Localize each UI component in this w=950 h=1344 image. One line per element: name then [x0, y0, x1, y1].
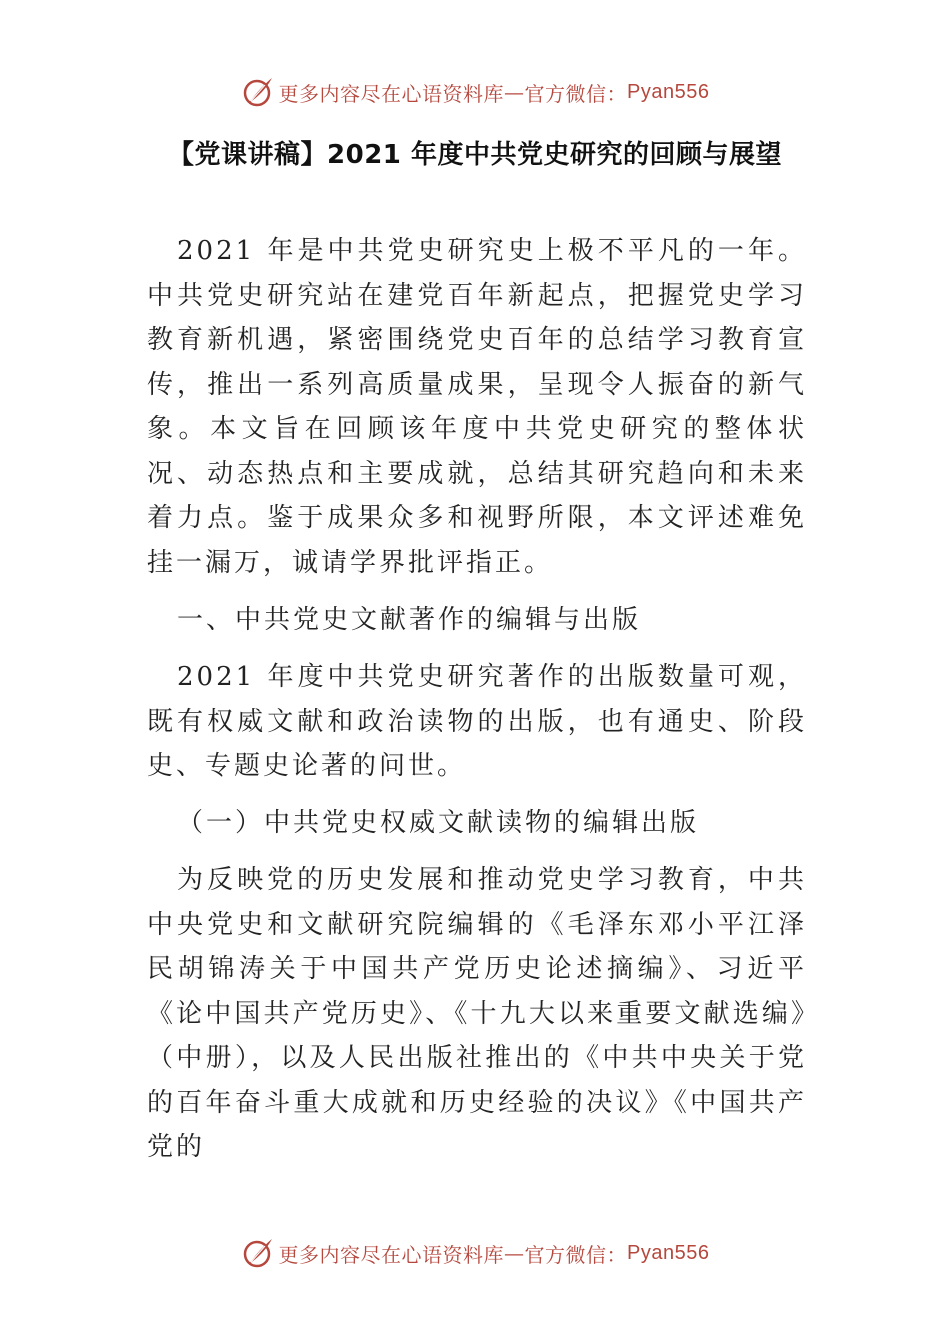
feather-pen-circle-icon	[241, 75, 275, 109]
paragraph-text: 2021 年度中共党史研究著作的出版数量可观，既有权威文献和政治读物的出版，也有通史、阶段史、专题史论著的问世。	[147, 662, 807, 781]
section-heading	[147, 598, 807, 643]
subsection-heading-text: （一）中共党史权威文献读物的编辑出版	[177, 808, 700, 838]
intro-paragraph	[147, 229, 807, 585]
watermark-text: 更多内容尽在心语资料库	[278, 81, 505, 106]
watermark-account: Pyan556	[627, 80, 710, 103]
watermark-separator: —	[504, 80, 525, 104]
footer-watermark	[0, 1233, 950, 1273]
header-watermark	[0, 72, 950, 112]
section-heading-text: 一、中共党史文献著作的编辑与出版	[177, 605, 642, 635]
subsection-heading	[147, 801, 807, 846]
watermark-label: 官方微信：	[524, 1242, 628, 1267]
subsection-paragraph	[147, 858, 807, 1170]
paragraph-text: 为反映党的历史发展和推动党史学习教育，中共中央党史和文献研究院编辑的《毛泽东邓小平江泽民胡锦涛关于中国共产党历史论述摘编》、习近平《论中国共产党历史》、《十九大以来重要文献选编》（中册），以及人民出版社推出的《中共中央关于党的百年奋斗重大成就和历史经验的决议》《中国共产党的	[147, 865, 807, 1162]
watermark-separator: —	[504, 1241, 525, 1265]
watermark-text: 更多内容尽在心语资料库	[278, 1242, 505, 1267]
document-title: 【党课讲稿】2021 年度中共党史研究的回顾与展望	[168, 140, 782, 170]
watermark-label: 官方微信：	[524, 81, 628, 106]
watermark-account: Pyan556	[627, 1241, 710, 1264]
section-paragraph	[147, 655, 807, 789]
paragraph-text: 2021 年是中共党史研究史上极不平凡的一年。中共党史研究站在建党百年新起点，把握党史学习教育新机遇，紧密围绕党史百年的总结学习教育宣传，推出一系列高质量成果，呈现令人振奋的新气象。本文旨在回顾该年度中共党史研究的整体状况、动态热点和主要成就，总结其研究趋向和未来着力点。鉴于成果众多和视野所限，本文评述难免挂一漏万，诚请学界批评指正。	[147, 236, 807, 578]
feather-pen-circle-icon	[241, 1236, 275, 1270]
